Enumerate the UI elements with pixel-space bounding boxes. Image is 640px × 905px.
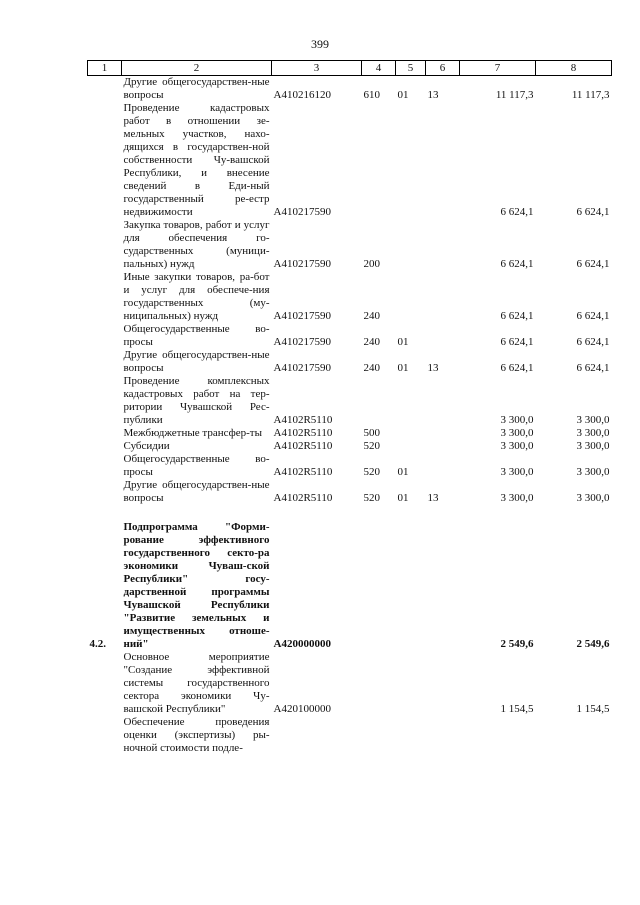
row-col4 [362,102,396,219]
row-col6 [426,427,460,440]
row-code: А4102R5110 [273,440,333,452]
row-name: Общегосударственные во-просы [123,323,270,348]
row-col6 [426,323,460,349]
row-col4: 520 [363,492,380,504]
row-col4 [362,375,396,427]
row-col5 [396,716,426,755]
header-cell: 3 [272,61,362,76]
row-number [88,271,122,323]
row-col5 [396,651,426,716]
row-amount-col7: 3 300,0 [500,466,534,478]
row-amount-col8: 3 300,0 [576,466,610,478]
row-number [88,427,122,440]
row-col5: 01 [397,492,409,504]
table-row [88,349,612,375]
row-amount-col7: 6 624,1 [500,258,534,270]
row-amount-col8: 2 549,6 [576,638,610,650]
row-amount-col8: 6 624,1 [576,336,610,348]
row-amount-col8: 6 624,1 [576,362,610,374]
row-code: А4102R5110 [273,492,333,504]
row-amount-col8: 11 117,3 [571,89,610,101]
row-col6 [426,219,460,271]
row-col4: 500 [363,427,380,439]
table-row [88,271,612,323]
row-amount-col7: 3 300,0 [500,414,534,426]
row-amount-col8: 6 624,1 [576,206,610,218]
row-amount-col7: 6 624,1 [500,310,534,322]
spacer-cell [88,505,612,521]
row-col6 [426,716,460,755]
row-name: Субсидии [123,440,170,452]
header-cell: 4 [362,61,396,76]
header-cell: 6 [426,61,460,76]
row-amount-col7 [460,716,536,755]
row-col6 [426,521,460,651]
row-col4 [362,716,396,755]
row-amount-col7: 11 117,3 [495,89,534,101]
row-col6: 13 [427,362,439,374]
table-row [88,521,612,651]
table-row [88,453,612,479]
row-code: А410217590 [273,362,331,374]
header-cell: 2 [122,61,272,76]
row-amount-col8: 3 300,0 [576,414,610,426]
row-amount-col8 [536,716,612,755]
row-code: А410217590 [273,258,331,270]
row-name: Другие общегосударствен-ные вопросы [123,76,270,101]
row-code: А4102R5110 [273,414,333,426]
row-amount-col7: 3 300,0 [500,492,534,504]
row-col4 [362,651,396,716]
row-code: А410217590 [273,336,331,348]
row-amount-col7: 2 549,6 [500,638,534,650]
row-number [88,440,122,453]
row-col5 [396,440,426,453]
table-row [88,76,612,103]
row-code: А420100000 [273,703,331,715]
row-amount-col7: 3 300,0 [500,427,534,439]
row-col5: 01 [397,466,409,478]
row-col6 [426,651,460,716]
row-code: А410216120 [273,89,331,101]
row-col6: 13 [427,89,439,101]
header-cell: 1 [88,61,122,76]
row-amount-col7: 6 624,1 [500,206,534,218]
row-col5: 01 [397,362,409,374]
row-amount-col8: 1 154,5 [576,703,610,715]
table-spacer [88,505,612,521]
row-col6 [426,271,460,323]
row-col5: 01 [397,336,409,348]
row-col6 [426,102,460,219]
row-col6: 13 [427,492,439,504]
row-col6 [426,440,460,453]
row-name: Иные закупки товаров, ра-бот и услуг для обеспече-ния государственных (му-ниципальных) нужд [123,271,270,322]
row-number: 4.2. [89,638,106,650]
row-number [88,479,122,505]
row-name: Основное мероприятие "Создание эффективной системы государственного сектора экономики Чу-вашской Республики" [123,651,270,715]
row-col5 [396,521,426,651]
table-row [88,427,612,440]
row-number [88,375,122,427]
row-amount-col8: 6 624,1 [576,258,610,270]
row-col4: 240 [363,310,380,322]
table-row [88,651,612,716]
row-col6 [426,453,460,479]
row-name: Общегосударственные во-просы [123,453,270,478]
row-name: Обеспечение проведения оценки (экспертизы) ры-ночной стоимости подле- [123,716,270,754]
row-number [88,76,122,103]
row-number [88,219,122,271]
row-name: Межбюджетные трансфер-ты [123,427,262,439]
row-col5 [396,102,426,219]
row-col4: 520 [363,466,380,478]
row-number [88,349,122,375]
table-row [88,375,612,427]
row-code [272,716,362,755]
row-code: А410217590 [273,310,331,322]
row-name: Другие общегосударствен-ные вопросы [123,349,270,374]
row-col4 [362,521,396,651]
row-col6 [426,375,460,427]
row-amount-col7: 6 624,1 [500,362,534,374]
row-amount-col8: 3 300,0 [576,427,610,439]
row-col4: 610 [363,89,380,101]
row-col4: 240 [363,336,380,348]
row-name: Закупка товаров, работ и услуг для обеспечения го-сударственных (муници-пальных) нужд [123,219,270,270]
row-amount-col7: 1 154,5 [500,703,534,715]
row-code: А420000000 [273,638,331,650]
row-code: А410217590 [273,206,331,218]
table-row [88,716,612,755]
row-amount-col7: 3 300,0 [500,440,534,452]
row-col5 [396,271,426,323]
row-name: Другие общегосударствен-ные вопросы [123,479,270,504]
row-number [88,102,122,219]
row-name: Подпрограмма "Форми-рование эффективного государственного секто-ра экономики Чуваш-ской Республики" госу-дарственной программы Чувашской Республики "Развитие земельных и имущественных отноше-ний" [123,521,270,650]
header-cell: 8 [536,61,612,76]
table-row [88,323,612,349]
header-row [88,61,612,76]
page-number: 399 [311,37,329,51]
row-code: А4102R5110 [273,427,333,439]
row-col4: 240 [363,362,380,374]
row-amount-col8: 3 300,0 [576,492,610,504]
row-number [88,453,122,479]
budget-table [87,60,612,755]
row-col4: 200 [363,258,380,270]
header-cell: 7 [460,61,536,76]
row-name: Проведение комплексных кадастровых работ на тер-ритории Чувашской Рес-публики [123,375,270,426]
row-col4: 520 [363,440,380,452]
table-row [88,440,612,453]
row-col5 [396,427,426,440]
row-number [88,716,122,755]
table-row [88,219,612,271]
table-row [88,102,612,219]
header-cell: 5 [396,61,426,76]
row-amount-col8: 6 624,1 [576,310,610,322]
row-col5: 01 [397,89,409,101]
row-number [88,651,122,716]
row-col5 [396,375,426,427]
table-row [88,479,612,505]
row-col5 [396,219,426,271]
row-code: А4102R5110 [273,466,333,478]
row-amount-col7: 6 624,1 [500,336,534,348]
row-number [88,323,122,349]
row-name: Проведение кадастровых работ в отношении зе-мельных участков, нахо-дящихся в государствен-ной собственности Чу-вашской Республики, и внесение сведений в Еди-ный государственный ре-естр недвижимости [123,102,270,218]
row-amount-col8: 3 300,0 [576,440,610,452]
